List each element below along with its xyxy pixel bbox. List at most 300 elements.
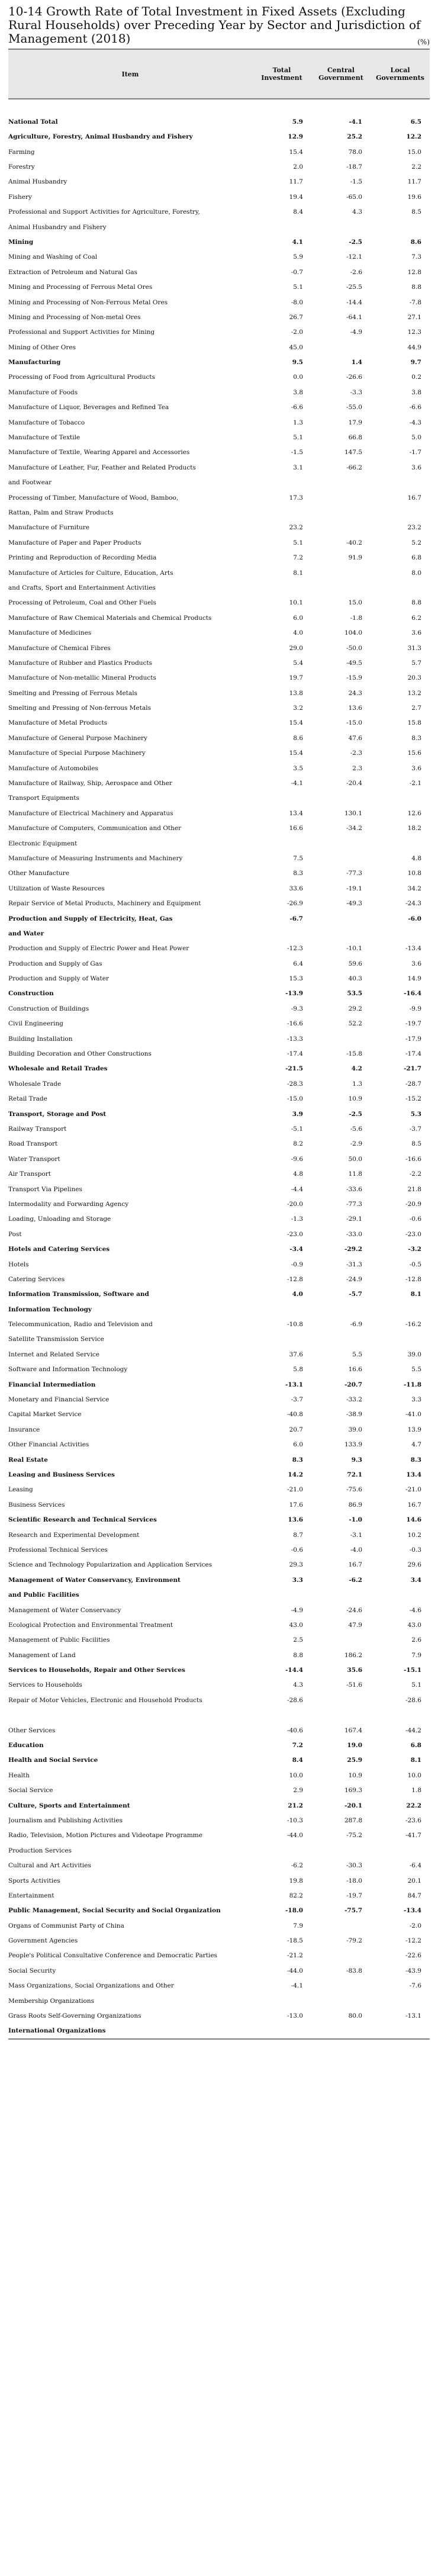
row-local-cell: 6.8	[410, 1742, 421, 1750]
row-item-cell: Education	[8, 1742, 44, 1750]
row-total-cell: 6.0	[293, 614, 303, 622]
row-local-cell: -21.7	[404, 1065, 421, 1073]
row-item-cell: Leasing	[8, 1486, 33, 1494]
row-total-cell: 10.1	[289, 599, 303, 607]
row-item-cell: Capital Market Service	[8, 1411, 82, 1419]
table-row	[8, 746, 430, 761]
row-item-cell: and Crafts, Sport and Entertainment Activities	[8, 584, 156, 591]
row-central-cell: -75.7	[344, 1907, 362, 1915]
row-item-cell: Building Installation	[8, 1035, 73, 1043]
row-item-cell: Health	[8, 1771, 30, 1779]
row-local-cell	[371, 1708, 430, 1723]
row-item-cell: Government Agencies	[8, 1937, 78, 1945]
table-row	[8, 1031, 430, 1046]
row-local-cell: 16.7	[407, 494, 421, 501]
table-row	[8, 1272, 430, 1287]
row-total-cell: -4.4	[291, 1185, 303, 1193]
row-total-cell: 16.6	[289, 825, 303, 832]
table-row	[8, 881, 430, 896]
table-row	[8, 972, 430, 986]
row-item-cell: Fishery	[8, 193, 32, 201]
table-row	[8, 1888, 430, 1903]
table-row	[8, 1993, 430, 2008]
row-total-cell: -0.6	[291, 1546, 303, 1554]
row-total-cell	[252, 506, 311, 520]
row-central-cell: -31.3	[346, 1260, 362, 1268]
row-central-cell: -33.0	[346, 1230, 362, 1238]
table-header	[8, 49, 430, 99]
row-local-cell: -13.1	[405, 2012, 421, 2020]
row-item-cell: Smelting and Pressing of Non-ferrous Metals	[8, 705, 151, 712]
row-local-cell: 31.3	[407, 644, 421, 652]
table-row	[8, 851, 430, 866]
row-local-cell: 4.8	[411, 854, 421, 862]
row-item-cell: Retail Trade	[8, 1095, 47, 1103]
row-item-cell: Other Manufacture	[8, 870, 69, 877]
row-local-cell: 22.2	[406, 1802, 421, 1809]
row-total-cell: -13.3	[287, 1035, 303, 1043]
row-item-cell: Radio, Television, Motion Pictures and Videotape Programme	[8, 1832, 202, 1839]
row-total-cell: -16.6	[287, 1020, 303, 1028]
row-item-cell: Manufacture of Measuring Instruments and Machinery	[8, 854, 183, 862]
row-total-cell: 5.1	[293, 284, 303, 291]
row-central-cell: -20.4	[346, 780, 362, 787]
row-central-cell: 5.5	[352, 1350, 362, 1358]
row-total-cell: 7.2	[292, 1742, 303, 1750]
row-item-cell: Insurance	[8, 1426, 40, 1433]
row-central-cell: -4.1	[349, 118, 362, 126]
row-local-cell: 15.0	[407, 148, 421, 156]
row-total-cell: -18.5	[287, 1937, 303, 1945]
row-local-cell: 8.8	[411, 599, 421, 607]
row-central-cell: 10.9	[348, 1771, 362, 1779]
table-row	[8, 671, 430, 686]
row-central-cell: -15.8	[346, 1050, 362, 1058]
row-item-cell: and Footwear	[8, 479, 52, 487]
row-item-cell: Manufacture of Textile, Wearing Apparel and Accessories	[8, 449, 190, 456]
row-central-cell: -29.1	[346, 1215, 362, 1223]
row-central-cell: 59.6	[348, 960, 362, 967]
row-total-cell: -44.0	[287, 1967, 303, 1974]
row-central-cell: -12.1	[346, 253, 362, 261]
row-central-cell: -6.2	[349, 1576, 362, 1584]
row-total-cell	[252, 1708, 311, 1723]
row-total-cell: 29.0	[289, 644, 303, 652]
row-central-cell	[311, 836, 371, 851]
row-item-cell: Electronic Equipment	[8, 840, 78, 847]
table-row	[8, 1332, 430, 1347]
row-total-cell: 5.9	[293, 253, 303, 261]
table-row	[8, 1603, 430, 1617]
table-row	[8, 551, 430, 565]
row-local-cell	[371, 1843, 430, 1858]
row-local-cell: 15.6	[407, 750, 421, 757]
table-row	[8, 1092, 430, 1107]
table-row	[8, 1152, 430, 1166]
row-total-cell: -8.0	[291, 298, 303, 306]
row-item-cell: Health and Social Service	[8, 1757, 98, 1764]
row-local-cell: 39.0	[407, 1350, 421, 1358]
row-total-cell: 20.7	[289, 1426, 303, 1433]
row-item-cell: Mass Organizations, Social Organizations and Other	[8, 1982, 174, 1990]
row-item-cell: Membership Organizations	[8, 1997, 95, 2005]
row-item-cell	[8, 1708, 252, 1723]
row-local-cell	[371, 220, 430, 234]
row-central-cell: 53.5	[347, 990, 362, 998]
row-total-cell	[252, 1993, 311, 2008]
row-total-cell: 5.8	[293, 1366, 303, 1374]
row-item-cell: Road Transport	[8, 1140, 58, 1148]
row-central-cell: -2.6	[350, 268, 362, 276]
table-body	[8, 99, 430, 2039]
table-row	[8, 1934, 430, 1948]
table-title: 10-14 Growth Rate of Total Investment in Fixed Assets (Excluding Rural Households) over Preceding Year by Sector and Jurisdiction of Management (2018)	[8, 4, 421, 46]
row-central-cell: -1.8	[350, 614, 362, 622]
row-local-cell: 13.9	[407, 1426, 421, 1433]
row-total-cell: -12.3	[287, 945, 303, 953]
table-row	[8, 1918, 430, 1933]
row-total-cell: -4.1	[291, 1982, 303, 1990]
row-total-cell: -3.4	[289, 1246, 303, 1253]
row-central-cell	[311, 1302, 371, 1317]
row-central-cell: -18.7	[346, 163, 362, 171]
row-total-cell: -6.2	[291, 1862, 303, 1870]
row-total-cell: -4.1	[291, 780, 303, 787]
row-total-cell	[252, 581, 311, 596]
row-local-cell: -7.8	[409, 298, 421, 306]
row-local-cell: 8.6	[410, 238, 421, 246]
row-local-cell: -28.7	[405, 1080, 421, 1088]
table-row	[8, 1783, 430, 1798]
row-central-cell	[311, 926, 371, 941]
row-central-cell: 91.9	[348, 554, 362, 562]
row-central-cell	[311, 99, 371, 114]
table-row	[8, 189, 430, 204]
row-central-cell: 16.6	[348, 1366, 362, 1374]
table-row	[8, 295, 430, 310]
table-row	[8, 1212, 430, 1227]
row-item-cell: Extraction of Petroleum and Natural Gas	[8, 268, 138, 276]
table-row	[8, 1648, 430, 1662]
table-row	[8, 235, 430, 250]
row-item-cell: Cultural and Art Activities	[8, 1862, 91, 1870]
row-local-cell	[371, 791, 430, 806]
row-central-cell: -83.8	[346, 1967, 362, 1974]
row-central-cell: -6.9	[350, 1321, 362, 1329]
header-row	[8, 49, 430, 99]
row-total-cell: 7.9	[293, 1922, 303, 1929]
row-local-cell: 5.1	[411, 1681, 421, 1689]
table-row	[8, 160, 430, 175]
row-total-cell: 3.2	[293, 705, 303, 712]
row-total-cell: -2.0	[291, 329, 303, 336]
row-central-cell: -51.6	[346, 1681, 362, 1689]
row-total-cell: 10.0	[289, 1771, 303, 1779]
row-central-cell: -38.9	[346, 1411, 362, 1419]
row-central-cell: -55.0	[346, 404, 362, 411]
table-row	[8, 581, 430, 596]
row-local-cell: -20.9	[405, 1200, 421, 1208]
row-central-cell: -29.2	[344, 1246, 362, 1253]
row-total-cell: -6.6	[291, 404, 303, 411]
table-row	[8, 1302, 430, 1317]
table-row	[8, 1437, 430, 1452]
table-row	[8, 1227, 430, 1242]
row-local-cell: 10.8	[407, 870, 421, 877]
table-row	[8, 806, 430, 821]
table-row	[8, 1287, 430, 1302]
table-row	[8, 1572, 430, 1587]
table-row	[8, 761, 430, 776]
row-total-cell: 2.0	[293, 163, 303, 171]
row-total-cell: 45.0	[289, 343, 303, 351]
row-total-cell: -0.7	[291, 268, 303, 276]
row-central-cell: -77.3	[346, 870, 362, 877]
row-local-cell: -2.1	[409, 780, 421, 787]
row-local-cell: 3.6	[411, 464, 421, 471]
row-total-cell: -21.0	[287, 1486, 303, 1494]
row-central-cell: 287.8	[344, 1816, 362, 1824]
row-central-cell: 130.1	[344, 809, 362, 817]
row-central-cell: 104.0	[344, 629, 362, 637]
row-item-cell: Mining of Other Ores	[8, 343, 76, 351]
row-total-cell: -5.1	[291, 1125, 303, 1133]
row-central-cell: 9.3	[351, 1456, 362, 1464]
row-total-cell: -9.6	[291, 1155, 303, 1163]
row-total-cell: 2.5	[293, 1636, 303, 1644]
row-total-cell: 12.9	[288, 133, 303, 141]
table-row	[8, 280, 430, 295]
row-total-cell: -10.8	[287, 1321, 303, 1329]
row-item-cell: Management of Land	[8, 1651, 76, 1659]
row-total-cell	[252, 220, 311, 234]
row-local-cell: 4.7	[411, 1441, 421, 1449]
row-item-cell	[8, 99, 252, 114]
table-row	[8, 1693, 430, 1707]
row-total-cell	[252, 475, 311, 490]
table-row	[8, 1903, 430, 1918]
table-row	[8, 1678, 430, 1693]
row-item-cell: Telecommunication, Radio and Television and	[8, 1321, 153, 1329]
row-item-cell: Manufacture of Automobiles	[8, 764, 98, 772]
row-local-cell: -16.6	[405, 1155, 421, 1163]
row-item-cell: Manufacture of Electrical Machinery and Apparatus	[8, 809, 173, 817]
row-local-cell: 10.2	[407, 1531, 421, 1539]
row-item-cell: Hotels	[8, 1260, 29, 1268]
row-central-cell	[311, 1918, 371, 1933]
row-local-cell: -0.5	[409, 1260, 421, 1268]
row-total-cell: 7.5	[293, 854, 303, 862]
row-local-cell: 15.8	[407, 719, 421, 727]
row-central-cell: -2.5	[349, 238, 362, 246]
row-total-cell: 6.0	[293, 1441, 303, 1449]
row-item-cell: Business Services	[8, 1501, 65, 1509]
row-local-cell: 5.7	[411, 659, 421, 667]
table-row	[8, 1317, 430, 1332]
row-central-cell	[311, 1708, 371, 1723]
row-total-cell: -26.9	[287, 900, 303, 908]
row-total-cell: 23.2	[289, 524, 303, 532]
table-row	[8, 1362, 430, 1377]
row-central-cell: 13.6	[348, 705, 362, 712]
row-total-cell: 33.6	[289, 885, 303, 892]
row-total-cell: -40.6	[287, 1726, 303, 1734]
table-row	[8, 1768, 430, 1783]
table-row	[8, 565, 430, 580]
row-local-cell	[371, 1332, 430, 1347]
row-central-cell: 25.9	[347, 1757, 362, 1764]
row-central-cell: 10.9	[348, 1095, 362, 1103]
row-central-cell	[311, 1948, 371, 1963]
row-item-cell: Professional and Support Activities for Agriculture, Forestry,	[8, 208, 200, 216]
table-row	[8, 1017, 430, 1031]
row-item-cell: Grass Roots Self-Governing Organizations	[8, 2012, 141, 2020]
row-local-cell: 8.8	[411, 284, 421, 291]
table-row	[8, 1738, 430, 1753]
row-central-cell: 1.3	[352, 1080, 362, 1088]
table-row	[8, 1076, 430, 1091]
row-total-cell: 8.3	[292, 1456, 303, 1464]
row-central-cell: -1.0	[349, 1516, 362, 1524]
row-total-cell: 6.4	[293, 960, 303, 967]
row-central-cell: -5.7	[349, 1291, 362, 1298]
row-local-cell: 8.5	[411, 1140, 421, 1148]
row-local-cell: 8.5	[411, 208, 421, 216]
row-total-cell	[252, 99, 311, 114]
table-row	[8, 220, 430, 234]
row-item-cell: and Public Facilities	[8, 1591, 79, 1599]
row-item-cell: Animal Husbandry	[8, 178, 67, 186]
table-row	[8, 430, 430, 445]
row-item-cell: Public Management, Social Security and Social Organization	[8, 1907, 221, 1915]
row-central-cell	[311, 911, 371, 926]
row-item-cell: Mining and Processing of Non-Ferrous Metal Ores	[8, 298, 168, 306]
data-table	[8, 49, 430, 2040]
table-row	[8, 1513, 430, 1527]
row-central-cell: 4.3	[352, 208, 362, 216]
row-local-cell: -9.9	[409, 1005, 421, 1012]
row-item-cell: Transport Equipments	[8, 795, 79, 802]
table-row	[8, 911, 430, 926]
row-local-cell: -6.0	[408, 915, 421, 922]
row-total-cell: 8.8	[293, 1651, 303, 1659]
header-total-investment: Total Investment	[252, 49, 311, 99]
table-row	[8, 1828, 430, 1843]
table-row	[8, 400, 430, 415]
row-item-cell: Management of Water Conservancy	[8, 1606, 121, 1614]
table-row	[8, 535, 430, 550]
row-central-cell: 39.0	[348, 1426, 362, 1433]
row-central-cell: -14.4	[346, 298, 362, 306]
row-total-cell: -13.1	[285, 1381, 303, 1388]
row-local-cell: -0.3	[409, 1546, 421, 1554]
row-total-cell: 3.1	[293, 464, 303, 471]
row-total-cell: 15.4	[289, 719, 303, 727]
row-local-cell: 2.7	[411, 705, 421, 712]
table-row	[8, 686, 430, 700]
row-central-cell: 29.2	[348, 1005, 362, 1012]
row-local-cell: 6.5	[410, 118, 421, 126]
row-item-cell: Building Decoration and Other Constructions	[8, 1050, 152, 1058]
row-local-cell: 3.4	[410, 1576, 421, 1584]
row-central-cell: 40.3	[348, 975, 362, 983]
row-item-cell: Manufacture of Metal Products	[8, 719, 108, 727]
row-item-cell: Railway Transport	[8, 1125, 67, 1133]
row-item-cell: Wholesale and Retail Trades	[8, 1065, 108, 1073]
row-central-cell	[311, 1693, 371, 1707]
row-central-cell: -3.3	[350, 388, 362, 396]
row-item-cell: Production and Supply of Electricity, Heat, Gas	[8, 915, 173, 922]
row-item-cell: Printing and Reproduction of Recording Media	[8, 554, 157, 562]
row-local-cell	[371, 581, 430, 596]
row-local-cell: 6.2	[411, 614, 421, 622]
table-row	[8, 1663, 430, 1678]
row-item-cell: Production and Supply of Water	[8, 975, 109, 983]
row-item-cell: Manufacture of Tobacco	[8, 419, 85, 426]
row-total-cell: 13.8	[289, 689, 303, 697]
row-total-cell: 11.7	[289, 178, 303, 186]
row-total-cell: -4.9	[291, 1606, 303, 1614]
table-row	[8, 1377, 430, 1392]
table-row	[8, 956, 430, 971]
row-local-cell: 8.0	[411, 569, 421, 577]
row-total-cell: -20.0	[287, 1200, 303, 1208]
row-item-cell: Culture, Sports and Entertainment	[8, 1802, 130, 1809]
row-local-cell: 8.3	[411, 734, 421, 742]
row-item-cell: Monetary and Financial Service	[8, 1396, 109, 1404]
table-row	[8, 1979, 430, 1993]
table-row	[8, 926, 430, 941]
row-central-cell: 147.5	[344, 449, 362, 456]
row-central-cell: 66.8	[348, 434, 362, 442]
row-local-cell: -24.3	[405, 900, 421, 908]
row-local-cell: 43.0	[407, 1621, 421, 1629]
row-local-cell: 34.2	[407, 885, 421, 892]
row-local-cell: 18.2	[407, 825, 421, 832]
row-item-cell: Construction of Buildings	[8, 1005, 89, 1012]
row-local-cell: -2.2	[409, 1170, 421, 1178]
row-total-cell: -18.0	[285, 1907, 303, 1915]
row-total-cell: 4.0	[293, 629, 303, 637]
row-local-cell: 16.7	[407, 1501, 421, 1509]
row-central-cell	[311, 1843, 371, 1858]
row-total-cell: -21.5	[285, 1065, 303, 1073]
row-item-cell: Ecological Protection and Environmental Treatment	[8, 1621, 173, 1629]
table-row	[8, 265, 430, 279]
row-central-cell: 1.4	[351, 359, 362, 366]
row-total-cell: 19.4	[289, 193, 303, 201]
table-row	[8, 731, 430, 745]
row-local-cell: 1.8	[411, 1787, 421, 1794]
row-item-cell: Research and Experimental Development	[8, 1531, 140, 1539]
table-row	[8, 1122, 430, 1137]
table-row	[8, 641, 430, 655]
row-local-cell: -13.4	[405, 945, 421, 953]
row-total-cell: -13.9	[285, 990, 303, 998]
row-central-cell: 47.6	[348, 734, 362, 742]
table-row	[8, 896, 430, 911]
row-central-cell: -2.5	[349, 1110, 362, 1118]
row-item-cell: Management of Water Conservancy, Environment	[8, 1576, 181, 1584]
row-item-cell: Sports Activities	[8, 1877, 60, 1884]
row-local-cell: -44.2	[405, 1726, 421, 1734]
row-local-cell: 19.6	[407, 193, 421, 201]
row-item-cell: International Organizations	[8, 2024, 252, 2039]
row-central-cell: -49.3	[346, 900, 362, 908]
row-local-cell: 14.6	[406, 1516, 421, 1524]
row-central-cell: -79.2	[346, 1937, 362, 1945]
row-item-cell: Farming	[8, 148, 35, 156]
